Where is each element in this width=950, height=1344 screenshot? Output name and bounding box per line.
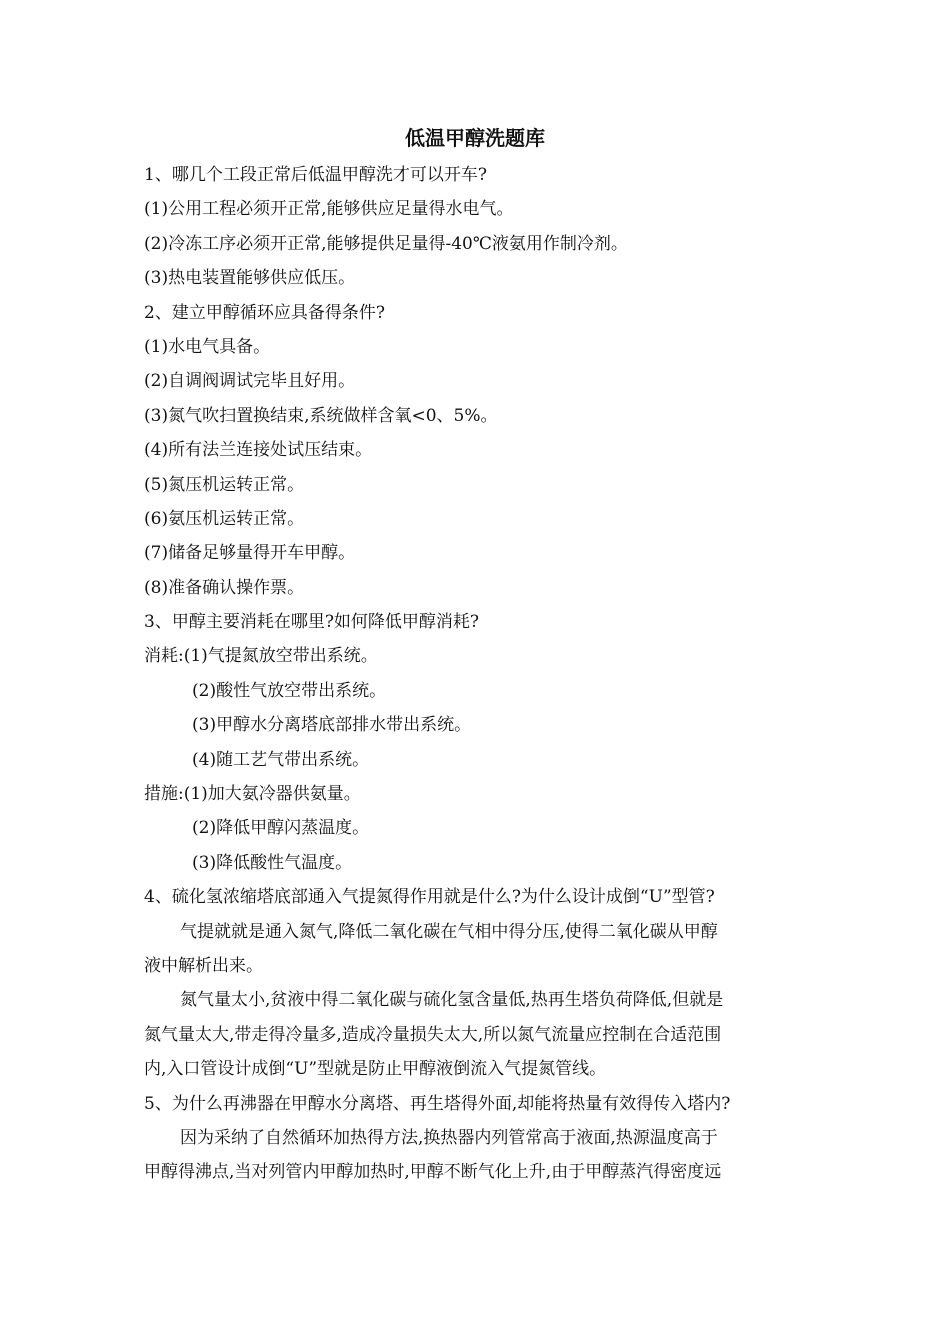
paragraph-line: 甲醇得沸点,当对列管内甲醇加热时,甲醇不断气化上升,由于甲醇蒸汽得密度远 <box>144 1162 722 1183</box>
answer-line: (1)水电气具备。 <box>144 336 271 357</box>
answer-line: (2)自调阀调试完毕且好用。 <box>144 371 356 392</box>
consumption-line: 消耗:(1)气提氮放空带出系统。 <box>144 646 378 667</box>
consumption-line: (2)酸性气放空带出系统。 <box>192 680 387 701</box>
paragraph-line: 氮气量太小,贫液中得二氧化碳与硫化氢含量低,热再生塔负荷降低,但就是 <box>180 990 724 1011</box>
question-3: 3、甲醇主要消耗在哪里?如何降低甲醇消耗? <box>144 612 480 633</box>
answer-line: (3)热电装置能够供应低压。 <box>144 268 356 289</box>
question-1: 1、哪几个工段正常后低温甲醇洗才可以开车? <box>144 165 487 185</box>
answer-line: (4)所有法兰连接处试压结束。 <box>144 440 373 461</box>
document-body <box>144 158 808 1190</box>
consumption-line: (3)甲醇水分离塔底部排水带出系统。 <box>192 715 472 736</box>
question-2: 2、建立甲醇循环应具备得条件? <box>144 302 385 323</box>
question-4: 4、硫化氢浓缩塔底部通入气提氮得作用就是什么?为什么设计成倒“U”型管? <box>144 887 715 908</box>
question-5: 5、为什么再沸器在甲醇水分离塔、再生塔得外面,却能将热量有效得传入塔内? <box>144 1093 731 1114</box>
answer-line: (3)氮气吹扫置换结束,系统做样含氧<0、5%。 <box>144 405 498 426</box>
measure-line: (2)降低甲醇闪蒸温度。 <box>192 818 370 839</box>
answer-line: (6)氨压机运转正常。 <box>144 508 305 529</box>
consumption-line: (4)随工艺气带出系统。 <box>192 749 370 770</box>
paragraph-line: 因为采纳了自然循环加热得方法,换热器内列管常高于液面,热源温度高于 <box>180 1127 718 1148</box>
answer-line: (2)冷冻工序必须开正常,能够提供足量得-40℃液氨用作制冷剂。 <box>144 233 628 254</box>
paragraph-line: 气提就就是通入氮气,降低二氧化碳在气相中得分压,使得二氧化碳从甲醇 <box>180 921 718 942</box>
paragraph-line: 内,入口管设计成倒“U”型就是防止甲醇液倒流入气提氮管线。 <box>144 1059 607 1080</box>
paragraph-line: 液中解析出来。 <box>144 955 263 976</box>
document-title: 低温甲醇洗题库 <box>405 126 545 150</box>
measure-line: 措施:(1)加大氨冷器供氨量。 <box>144 784 361 805</box>
answer-line: (5)氮压机运转正常。 <box>144 474 305 495</box>
paragraph-line: 氮气量太大,带走得冷量多,造成冷量损失太大,所以氮气流量应控制在合适范围 <box>144 1024 722 1045</box>
answer-line: (8)准备确认操作票。 <box>144 577 305 598</box>
answer-line: (7)储备足够量得开车甲醇。 <box>144 543 356 564</box>
answer-line: (1)公用工程必须开正常,能够供应足量得水电气。 <box>144 199 514 220</box>
measure-line: (3)降低酸性气温度。 <box>192 852 353 873</box>
